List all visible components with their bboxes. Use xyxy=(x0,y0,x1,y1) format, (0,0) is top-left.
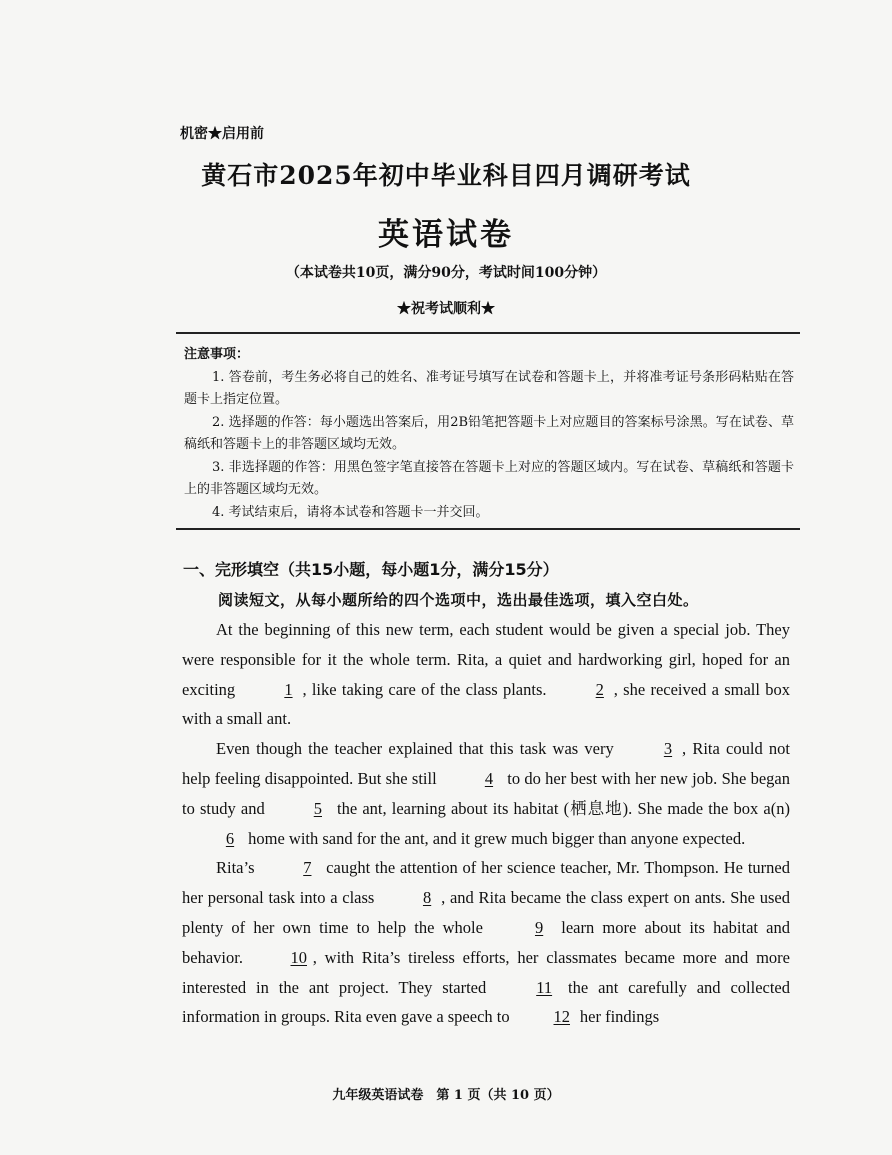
cloze-passage xyxy=(182,615,790,1032)
top-divider xyxy=(176,332,800,334)
passage-text: Rita’s xyxy=(216,858,260,878)
passage-paragraph-3 xyxy=(182,853,790,1032)
passage-text: the ant carefully and collected information in groups. Rita even gave a speech to xyxy=(182,977,790,1027)
passage-text: At the beginning of this new term, each student would be given a special job. They were responsible for it the whole term. Rita, a quiet and hardworking girl, hoped for an exciting xyxy=(182,620,790,699)
passage-text: learn more about its habitat and behavior. xyxy=(182,917,790,967)
passage-text: , and Rita became the class expert on ants. She used plenty of her own time to help the whole xyxy=(182,888,790,937)
exam-title: 黄石市2025年初中毕业科目四月调研考试 xyxy=(201,161,691,190)
section-heading: 一、完形填空（共15小题，每小题1分，满分15分） xyxy=(183,560,559,579)
passage-paragraph-1 xyxy=(182,615,790,734)
blank-6: 6 xyxy=(225,828,235,848)
blank-12: 12 xyxy=(553,1007,570,1027)
blank-8: 8 xyxy=(422,888,432,908)
passage-text: Even though the teacher explained that this task was very xyxy=(216,739,620,759)
passage-text: , Rita could not help feeling disappointed. But she still xyxy=(182,739,791,788)
passage-text: caught the attention of her science teacher, Mr. Thompson. He turned her personal task into a class xyxy=(182,858,790,908)
blank-10: 10 xyxy=(290,947,307,967)
note-item: 4. 考试结束后，请将本试卷和答题卡一并交回。 xyxy=(212,504,489,520)
passage-text: home with sand for the ant, and it grew much bigger than anyone expected. xyxy=(244,828,746,848)
passage-text: her findings xyxy=(575,1007,660,1027)
blank-5: 5 xyxy=(313,798,322,818)
section-instruction: 阅读短文，从每小题所给的四个选项中，选出最佳选项，填入空白处。 xyxy=(218,591,699,609)
blank-9: 9 xyxy=(534,917,544,937)
confidential-label: 机密★启用前 xyxy=(180,126,264,142)
good-luck-line: ★祝考试顺利★ xyxy=(397,301,495,317)
notes-block xyxy=(184,344,794,524)
page-footer: 九年级英语试卷 第 1 页（共 10 页） xyxy=(332,1088,560,1103)
blank-7: 7 xyxy=(303,858,312,878)
passage-text: the ant, learning about its habitat (栖息地). She made the box a(n) xyxy=(331,798,790,818)
note-item: 1. 答卷前，考生务必将自己的姓名、准考证号填写在试卷和答题卡上，并将准考证号条形码粘贴在答题卡上指定位置。 xyxy=(184,369,794,407)
notes-heading: 注意事项： xyxy=(184,347,250,362)
note-item: 2. 选择题的作答：每小题选出答案后，用2B铅笔把答题卡上对应题目的答案标号涂黑。写在试卷、草稿纸和答题卡上的非答题区域均无效。 xyxy=(184,414,794,452)
blank-4: 4 xyxy=(484,768,494,788)
passage-paragraph-2 xyxy=(182,734,790,853)
blank-3: 3 xyxy=(663,739,673,759)
bottom-divider xyxy=(176,528,800,530)
note-item: 3. 非选择题的作答：用黑色签字笔直接答在答题卡上对应的答题区域内。写在试卷、草稿纸和答题卡上的非答题区域均无效。 xyxy=(184,459,794,497)
blank-1: 1 xyxy=(284,679,293,699)
blank-11: 11 xyxy=(536,977,553,997)
passage-text: , like taking care of the class plants. xyxy=(302,679,552,699)
passage-text: , she received a small box with a small ant. xyxy=(182,679,790,729)
passage-text: , with Rita’s tireless efforts, her classmates became more and more interested in the ant project. They started xyxy=(182,947,790,997)
blank-2: 2 xyxy=(595,679,604,699)
exam-info: （本试卷共10页，满分90分，考试时间100分钟） xyxy=(285,265,607,281)
passage-text: to do her best with her new job. She began to study and xyxy=(182,768,790,818)
paper-subtitle: 英语试卷 xyxy=(378,217,514,253)
